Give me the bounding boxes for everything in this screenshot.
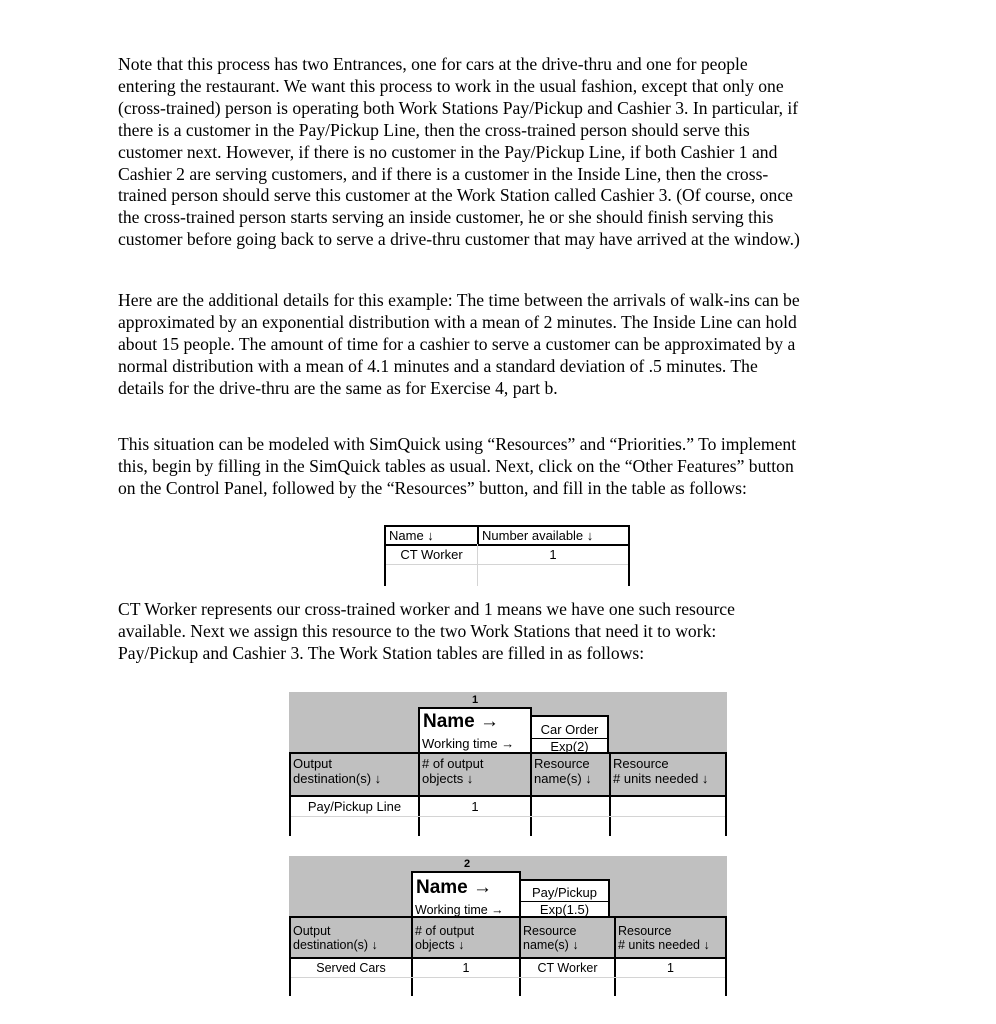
text-line: This situation can be modeled with SimQuick using “Resources” and “Priorities.” To implement bbox=[118, 434, 797, 454]
text-line: (cross-trained) person is operating both Work Stations Pay/Pickup and Cashier 3. In particular, if bbox=[118, 97, 799, 118]
ws2-working-time-label: Working time → bbox=[415, 903, 504, 917]
text-line: Pay/Pickup and Cashier 3. The Work Station tables are filled in as follows: bbox=[118, 642, 645, 663]
resources-table bbox=[384, 525, 630, 586]
text-line: details for the drive-thru are the same as for Exercise 4, part b. bbox=[118, 377, 558, 398]
text-line: the cross-trained person starts serving an inside customer, he or she should finish serving this bbox=[118, 207, 774, 228]
ws1-working-time-value: Exp(2) bbox=[550, 739, 589, 753]
ws2-num-output-header: # of output objects ↓ bbox=[411, 916, 521, 959]
ws2-output-dest-header: Output destination(s) ↓ bbox=[289, 916, 413, 959]
ws1-working-time-label: Working time → bbox=[422, 736, 515, 751]
resources-row1-name: CT Worker bbox=[400, 547, 463, 562]
ws1-resource-name-header: Resource name(s) ↓ bbox=[530, 752, 611, 797]
ws1-row1-num: 1 bbox=[471, 799, 479, 814]
ws1-index: 1 bbox=[471, 694, 479, 706]
ws1-row1-dest: Pay/Pickup Line bbox=[307, 799, 402, 814]
ws1-row1-resource bbox=[532, 799, 609, 816]
ws2-name-value: Pay/Pickup bbox=[531, 885, 598, 900]
ws2-name-label: Name → bbox=[416, 877, 493, 898]
ws2-index: 2 bbox=[463, 858, 471, 870]
ws1-output-dest-header: Output destination(s) ↓ bbox=[289, 752, 420, 797]
ws2-resource-units-header: Resource # units needed ↓ bbox=[614, 916, 727, 959]
work-station-table-1 bbox=[289, 692, 727, 836]
ws1-num-output-header: # of output objects ↓ bbox=[418, 752, 532, 797]
text-line: customer before going back to serve a drive-thru customer that may have arrived at the window.) bbox=[118, 229, 800, 250]
resources-number-header: Number available ↓ bbox=[477, 525, 630, 546]
paragraph-simquick-resources bbox=[118, 434, 918, 500]
ws1-name-value: Car Order bbox=[540, 722, 599, 737]
ws1-name-label: Name → bbox=[423, 711, 500, 732]
ws2-row1-dest: Served Cars bbox=[316, 961, 386, 975]
text-line: about 15 people. The amount of time for a cashier to serve a customer can be approximated by a bbox=[118, 333, 796, 354]
text-line: Here are the additional details for this example: The time between the arrivals of walk-ins can be bbox=[118, 290, 800, 310]
work-station-table-2 bbox=[289, 856, 727, 996]
ws2-row1-num: 1 bbox=[462, 961, 470, 975]
ws1-resource-units-header: Resource # units needed ↓ bbox=[609, 752, 727, 797]
text-line: normal distribution with a mean of 4.1 minutes and a standard deviation of .5 minutes. The bbox=[118, 355, 758, 376]
ws2-resource-name-header: Resource name(s) ↓ bbox=[519, 916, 616, 959]
paragraph-additional-details bbox=[118, 290, 918, 400]
resources-row1-number: 1 bbox=[549, 547, 557, 562]
text-line: there is a customer in the Pay/Pickup Line, then the cross-trained person should serve this bbox=[118, 119, 750, 140]
text-line: customer next. However, if there is no customer in the Pay/Pickup Line, if both Cashier 1 and bbox=[118, 141, 778, 162]
paragraph-process-description bbox=[118, 54, 918, 251]
text-line: on the Control Panel, followed by the “Resources” button, and fill in the table as follows: bbox=[118, 477, 747, 498]
text-line: Cashier 2 are serving customers, and if there is a customer in the Inside Line, then the cross- bbox=[118, 163, 769, 184]
paragraph-ct-worker bbox=[118, 599, 918, 665]
text-line: Note that this process has two Entrances, one for cars at the drive-thru and one for people bbox=[118, 54, 748, 74]
ws1-row1-units bbox=[611, 799, 725, 816]
ws2-working-time-value: Exp(1.5) bbox=[539, 902, 590, 916]
text-line: available. Next we assign this resource to the two Work Stations that need it to work: bbox=[118, 620, 717, 641]
text-line: approximated by an exponential distribution with a mean of 2 minutes. The Inside Line can hold bbox=[118, 311, 797, 332]
resources-name-header: Name ↓ bbox=[384, 525, 479, 546]
text-line: CT Worker represents our cross-trained worker and 1 means we have one such resource bbox=[118, 599, 735, 619]
text-line: this, begin by filling in the SimQuick tables as usual. Next, click on the “Other Features” button bbox=[118, 455, 794, 476]
text-line: trained person should serve this customer at the Work Station called Cashier 3. (Of course, once bbox=[118, 185, 793, 206]
ws2-row1-units: 1 bbox=[667, 961, 674, 975]
text-line: entering the restaurant. We want this process to work in the usual fashion, except that only one bbox=[118, 75, 784, 96]
ws2-row1-resource: CT Worker bbox=[537, 961, 598, 975]
